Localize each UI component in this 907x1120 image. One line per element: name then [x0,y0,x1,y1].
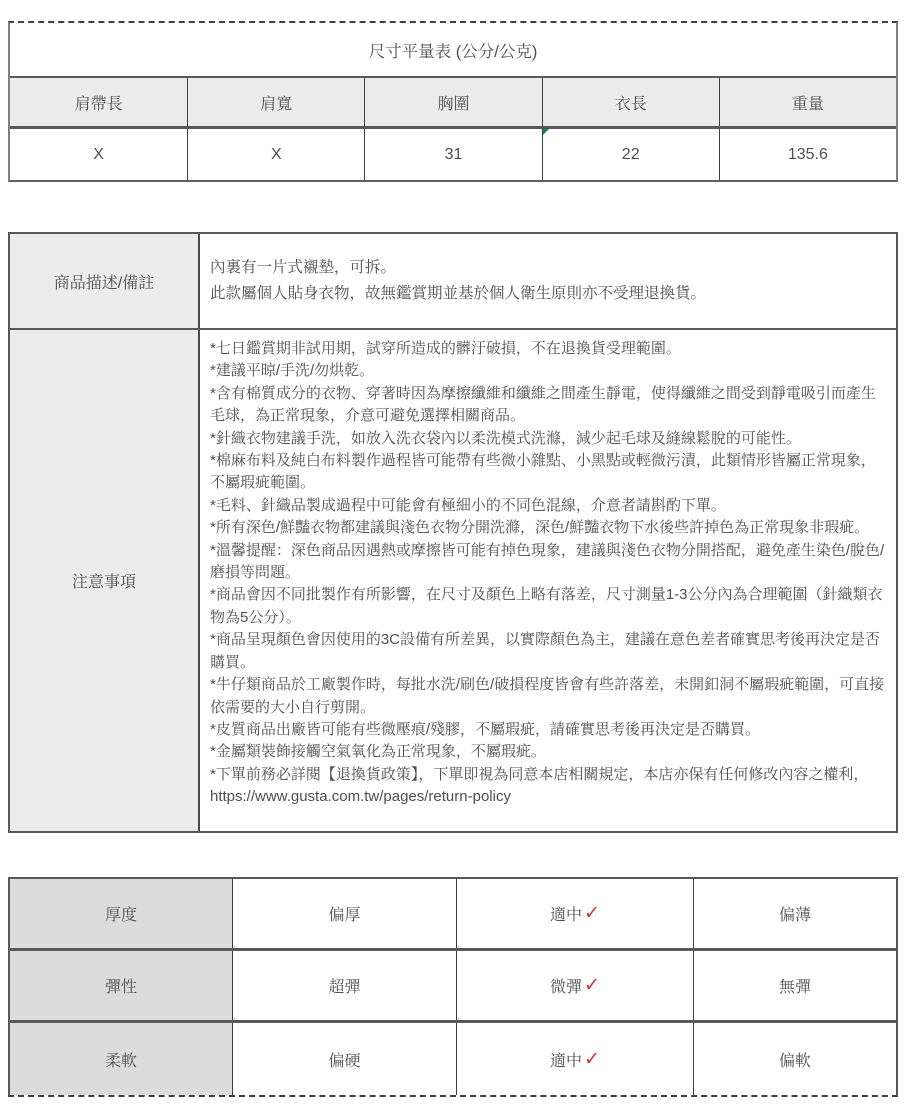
check-icon: ✓ [584,1048,600,1070]
size-value-shoulder-width: X [187,129,364,180]
notice-item-return-policy-url: *下單前務必詳閱【退換貨政策】，下單即視為同意本店相關規定，本店亦保有任何修改內容之權利，https://www.gusta.com.tw/pages/return-policy [210,765,869,806]
size-table-header-row [10,78,896,129]
attribute-row-softness [10,1023,896,1095]
attribute-row-thickness [10,879,896,951]
attribute-option-text: 適中 [550,907,583,924]
size-measurement-table [8,21,898,182]
attribute-option: 偏薄 [693,879,896,948]
notice-item: *毛料、針織品製成過程中可能會有極細小的不同色混線，介意者請斟酌下單。 [210,496,726,514]
notice-item: *溫馨提醒：深色商品因遇熱或摩擦皆可能有掉色現象，建議與淺色衣物分開搭配，避免產生染色/脫色/磨損等問題。 [210,541,885,582]
attribute-option: 偏硬 [232,1023,456,1095]
size-value-chest: 31 [364,129,541,180]
notice-item: *商品會因不同批製作有所影響，在尺寸及顏色上略有落差，尺寸測量1-3公分內為合理範圍（針織類衣物為5公分）。 [210,586,883,626]
size-table-value-row [10,129,896,180]
notice-label: 注意事項 [10,330,200,831]
notice-item: *含有棉質成分的衣物、穿著時因為摩擦纖維和纖維之間產生靜電，使得纖維之間受到靜電吸引而產生毛球，為正常現象，介意可避免選擇相關商品。 [210,384,876,425]
attribute-row-elasticity [10,951,896,1023]
attribute-option-text: 微彈 [550,979,583,996]
size-header-shoulder-width: 肩寬 [187,78,364,126]
size-header-chest: 胸圍 [364,78,541,126]
size-value-length-text: 22 [621,145,640,163]
description-line: 內裏有一片式襯墊，可拆。 [210,259,397,276]
size-value-shoulder-strap: X [93,145,104,163]
attribute-option: 偏軟 [693,1023,896,1095]
notice-item: *牛仔類商品於工廠製作時，每批水洗/刷色/破損程度皆會有些許落差，未開釦洞不屬瑕疵範圍，可直接依需要的大小自行剪開。 [210,676,885,716]
description-content [200,234,896,328]
size-table-title: 尺寸平量表 (公分/公克) [10,23,896,78]
size-value-length [542,129,719,180]
check-icon: ✓ [584,975,600,996]
attribute-label-softness: 柔軟 [10,1023,232,1095]
attribute-label-elasticity: 彈性 [10,951,232,1020]
attribute-option: 偏厚 [232,879,456,948]
size-header-length: 衣長 [542,78,719,126]
attribute-option: 超彈 [232,951,456,1020]
attribute-option-text: 適中 [550,1052,583,1070]
description-line: 此款屬個人貼身衣物，故無鑑賞期並基於個人衛生原則亦不受理退換貨。 [210,285,707,302]
notice-item: *針織衣物建議手洗，如放入洗衣袋內以柔洗模式洗滌，減少起毛球及縫線鬆脫的可能性。 [210,429,801,447]
notice-item: *商品呈現顏色會因使用的3C設備有所差異，以實際顏色為主，建議在意色差者確實思考後再決定是否購買。 [210,631,881,671]
size-header-weight: 重量 [719,78,896,126]
notice-item: *七日鑑賞期非試用期，試穿所造成的髒汙破損，不在退換貨受理範圍。 [210,340,681,357]
notice-content [200,330,896,831]
cell-note-marker-icon [543,129,549,135]
notice-item: *所有深色/鮮豔衣物都建議與淺色衣物分開洗滌，深色/鮮豔衣物下水後些許掉色為正常現象非瑕疵。 [210,519,870,537]
attribute-option: 無彈 [693,951,896,1020]
product-info-table [8,232,898,833]
description-row [10,234,896,330]
check-icon: ✓ [584,903,600,924]
notice-item: *金屬類裝飾接觸空氣氧化為正常現象，不屬瑕疵。 [210,743,546,761]
attribute-option-checked [456,951,693,1020]
size-value-weight: 135.6 [719,129,896,180]
notice-item: *皮質商品出廠皆可能有些微壓痕/殘膠，不屬瑕疵，請確實思考後再決定是否購買。 [210,720,761,738]
attribute-option-checked [456,1023,693,1095]
size-header-shoulder-strap: 肩帶長 [74,95,123,113]
attribute-label-thickness: 厚度 [10,879,232,948]
notice-item: *棉麻布料及純白布料製作過程皆可能帶有些微小雜點、小黑點或輕微污漬，此類情形皆屬正常現象，不屬瑕疵範圍。 [210,452,876,492]
description-label: 商品描述/備註 [10,234,200,328]
fabric-attribute-table [8,877,898,1097]
attribute-option-checked [456,879,693,948]
notice-item: *建議平晾/手洗/勿烘乾。 [210,362,375,380]
notice-row [10,330,896,831]
